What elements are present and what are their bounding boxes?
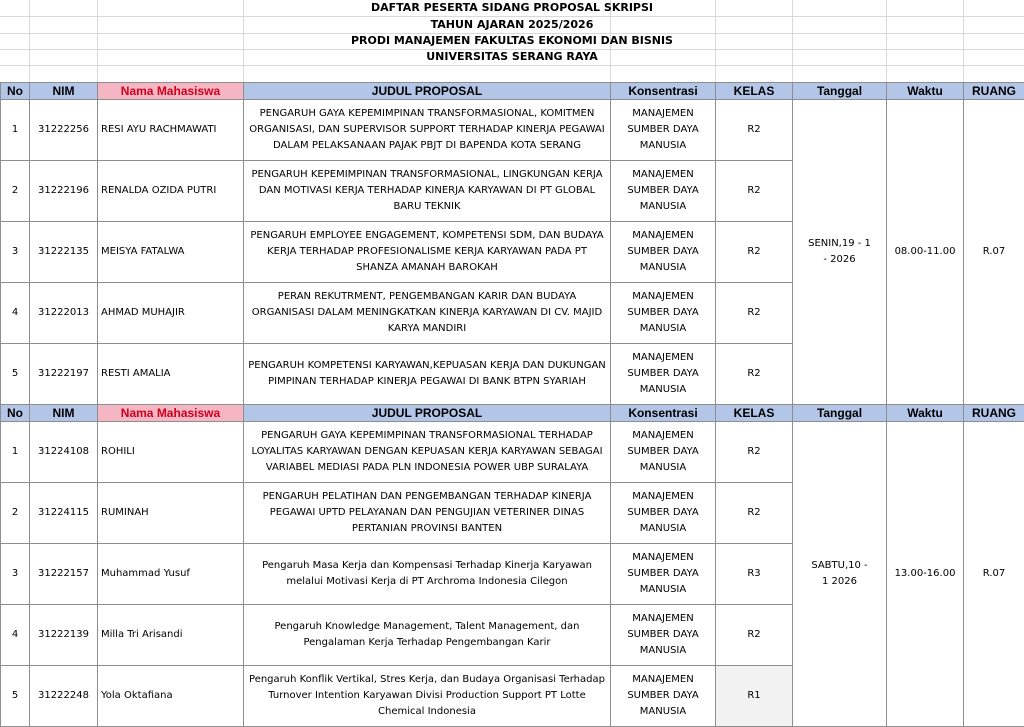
cell-judul[interactable] [244, 605, 611, 666]
cell-konsentrasi-text: MANAJEMEN SUMBER DAYA MANUSIA [627, 230, 699, 273]
cell-nim[interactable]: 31222256 [30, 100, 98, 161]
participants-table [0, 82, 1024, 727]
cell-tanggal[interactable]: SABTU,10 - 1 2026 [793, 422, 887, 727]
cell-no[interactable]: 3 [1, 544, 30, 605]
cell-konsentrasi[interactable] [611, 666, 716, 727]
col-header-tanggal[interactable]: Tanggal [793, 405, 887, 422]
col-header-kelas[interactable]: KELAS [716, 405, 793, 422]
cell-kelas[interactable]: R2 [716, 344, 793, 405]
cell-judul-text: PENGARUH PELATIHAN DAN PENGEMBANGAN TERHADAP KINERJA PEGAWAI UPTD PELAYANAN DAN PENGUJIAN VETERINER DINAS PERTANIAN PROVINSI BANTEN [262, 491, 592, 534]
col-header-konsentrasi[interactable]: Konsentrasi [611, 83, 716, 100]
cell-judul-text: Pengaruh Masa Kerja dan Kompensasi Terhadap Kinerja Karyawan melalui Motivasi Kerja di PT Archroma Indonesia Cilegon [262, 560, 592, 587]
cell-kelas[interactable]: R2 [716, 483, 793, 544]
cell-nama[interactable]: RESTI AMALIA [98, 344, 244, 405]
col-header-nama[interactable]: Nama Mahasiswa [98, 83, 244, 100]
cell-waktu[interactable]: 08.00-11.00 [887, 100, 964, 405]
cell-judul[interactable] [244, 544, 611, 605]
cell-kelas[interactable]: R2 [716, 161, 793, 222]
cell-nama[interactable]: ROHILI [98, 422, 244, 483]
cell-judul[interactable] [244, 161, 611, 222]
cell-no[interactable]: 3 [1, 222, 30, 283]
table-row [1, 422, 1024, 483]
cell-no[interactable]: 5 [1, 666, 30, 727]
col-header-waktu[interactable]: Waktu [887, 405, 964, 422]
cell-judul[interactable] [244, 666, 611, 727]
cell-nama[interactable]: RENALDA OZIDA PUTRI [98, 161, 244, 222]
cell-judul-text: PENGARUH KEPEMIMPINAN TRANSFORMASIONAL, LINGKUNGAN KERJA DAN MOTIVASI KERJA TERHADAP KINERJA KARYAWAN DI PT GLOBAL BARU TEKNIK [251, 169, 603, 212]
col-header-ruang[interactable]: RUANG [964, 83, 1024, 100]
cell-konsentrasi[interactable] [611, 605, 716, 666]
col-header-konsentrasi[interactable]: Konsentrasi [611, 405, 716, 422]
cell-konsentrasi-text: MANAJEMEN SUMBER DAYA MANUSIA [627, 430, 699, 473]
cell-tanggal[interactable]: SENIN,19 - 1 - 2026 [793, 100, 887, 405]
cell-nama[interactable]: RUMINAH [98, 483, 244, 544]
col-header-ruang[interactable]: RUANG [964, 405, 1024, 422]
cell-judul[interactable] [244, 100, 611, 161]
col-header-nama[interactable]: Nama Mahasiswa [98, 405, 244, 422]
doc-title-line2: TAHUN AJARAN 2025/2026 [430, 18, 594, 31]
header-row [1, 83, 1024, 100]
cell-nim[interactable]: 31222135 [30, 222, 98, 283]
cell-konsentrasi-text: MANAJEMEN SUMBER DAYA MANUSIA [627, 491, 699, 534]
cell-nim[interactable]: 31222139 [30, 605, 98, 666]
cell-no[interactable]: 4 [1, 283, 30, 344]
col-header-nim[interactable]: NIM [30, 83, 98, 100]
cell-judul-text: PERAN REKUTRMENT, PENGEMBANGAN KARIR DAN BUDAYA ORGANISASI DALAM MENINGKATKAN KINERJA KARYAWAN DI CV. MAJID KARYA MANDIRI [251, 291, 603, 334]
cell-konsentrasi[interactable] [611, 161, 716, 222]
doc-title-line1: DAFTAR PESERTA SIDANG PROPOSAL SKRIPSI [371, 1, 653, 14]
cell-kelas[interactable]: R2 [716, 222, 793, 283]
col-header-tanggal[interactable]: Tanggal [793, 83, 887, 100]
cell-no[interactable]: 2 [1, 161, 30, 222]
cell-kelas[interactable]: R2 [716, 422, 793, 483]
cell-judul-text: PENGARUH GAYA KEPEMIMPINAN TRANSFORMASIONAL TERHADAP LOYALITAS KARYAWAN DENGAN KEPUASAN KERJA KARYAWAN SEBAGAI VARIABEL MEDIASI PADA PLN INDONESIA POWER UBP SURALAYA [251, 430, 603, 473]
cell-konsentrasi[interactable] [611, 483, 716, 544]
cell-nim[interactable]: 31222196 [30, 161, 98, 222]
cell-nama[interactable]: Milla Tri Arisandi [98, 605, 244, 666]
cell-kelas[interactable]: R1 [716, 666, 793, 727]
col-header-waktu[interactable]: Waktu [887, 83, 964, 100]
cell-nim[interactable]: 31224108 [30, 422, 98, 483]
cell-judul-text: Pengaruh Knowledge Management, Talent Management, dan Pengalaman Kerja Terhadap Pengembangan Karir [274, 621, 580, 648]
col-header-judul[interactable]: JUDUL PROPOSAL [244, 83, 611, 100]
col-header-no[interactable]: No [1, 405, 30, 422]
cell-no[interactable]: 1 [1, 100, 30, 161]
cell-nim[interactable]: 31222013 [30, 283, 98, 344]
cell-konsentrasi[interactable] [611, 344, 716, 405]
col-header-nim[interactable]: NIM [30, 405, 98, 422]
doc-title-line3: PRODI MANAJEMEN FAKULTAS EKONOMI DAN BISNIS [351, 34, 673, 47]
cell-judul[interactable] [244, 344, 611, 405]
cell-no[interactable]: 1 [1, 422, 30, 483]
cell-konsentrasi[interactable] [611, 222, 716, 283]
cell-waktu[interactable]: 13.00-16.00 [887, 422, 964, 727]
cell-konsentrasi-text: MANAJEMEN SUMBER DAYA MANUSIA [627, 613, 699, 656]
cell-judul[interactable] [244, 283, 611, 344]
cell-no[interactable]: 4 [1, 605, 30, 666]
cell-judul-text: PENGARUH GAYA KEPEMIMPINAN TRANSFORMASIONAL, KOMITMEN ORGANISASI, DAN SUPERVISOR SUPPORT TERHADAP KINERJA PEGAWAI DALAM PELAKSANAAN PAJAK PBJT DI BAPENDA KOTA SERANG [249, 108, 605, 151]
cell-kelas[interactable]: R2 [716, 283, 793, 344]
cell-konsentrasi-text: MANAJEMEN SUMBER DAYA MANUSIA [627, 552, 699, 595]
header-row [1, 405, 1024, 422]
cell-nama[interactable]: MEISYA FATALWA [98, 222, 244, 283]
cell-nama[interactable]: Muhammad Yusuf [98, 544, 244, 605]
doc-title-line4: UNIVERSITAS SERANG RAYA [426, 50, 598, 63]
cell-ruang[interactable]: R.07 [964, 422, 1024, 727]
cell-konsentrasi-text: MANAJEMEN SUMBER DAYA MANUSIA [627, 169, 699, 212]
cell-kelas[interactable]: R2 [716, 100, 793, 161]
cell-judul-text: Pengaruh Konflik Vertikal, Stres Kerja, dan Budaya Organisasi Terhadap Turnover Intention Karyawan Divisi Production Support PT Lotte Chemical Indonesia [249, 674, 605, 717]
cell-nim[interactable]: 31222248 [30, 666, 98, 727]
cell-konsentrasi-text: MANAJEMEN SUMBER DAYA MANUSIA [627, 108, 699, 151]
cell-nim[interactable]: 31222197 [30, 344, 98, 405]
cell-nama[interactable]: AHMAD MUHAJIR [98, 283, 244, 344]
cell-judul[interactable] [244, 483, 611, 544]
cell-nim[interactable]: 31224115 [30, 483, 98, 544]
cell-konsentrasi[interactable] [611, 100, 716, 161]
cell-nama[interactable]: Yola Oktafiana [98, 666, 244, 727]
col-header-kelas[interactable]: KELAS [716, 83, 793, 100]
col-header-judul[interactable]: JUDUL PROPOSAL [244, 405, 611, 422]
cell-nim[interactable]: 31222157 [30, 544, 98, 605]
cell-judul[interactable] [244, 222, 611, 283]
cell-konsentrasi-text: MANAJEMEN SUMBER DAYA MANUSIA [627, 674, 699, 717]
cell-konsentrasi[interactable] [611, 283, 716, 344]
cell-ruang[interactable]: R.07 [964, 100, 1024, 405]
cell-nama[interactable]: RESI AYU RACHMAWATI [98, 100, 244, 161]
cell-judul-text: PENGARUH KOMPETENSI KARYAWAN,KEPUASAN KERJA DAN DUKUNGAN PIMPINAN TERHADAP KINERJA PEGAWAI DI BANK BTPN SYARIAH [248, 360, 606, 387]
cell-kelas[interactable]: R3 [716, 544, 793, 605]
cell-konsentrasi-text: MANAJEMEN SUMBER DAYA MANUSIA [627, 352, 699, 395]
cell-konsentrasi[interactable] [611, 422, 716, 483]
cell-konsentrasi-text: MANAJEMEN SUMBER DAYA MANUSIA [627, 291, 699, 334]
cell-kelas[interactable]: R2 [716, 605, 793, 666]
cell-no[interactable]: 5 [1, 344, 30, 405]
cell-judul-text: PENGARUH EMPLOYEE ENGAGEMENT, KOMPETENSI SDM, DAN BUDAYA KERJA TERHADAP PROFESIONALISME KERJA KARYAWAN PADA PT SHANZA AMANAH BAROKAH [250, 230, 604, 273]
table-row [1, 100, 1024, 161]
cell-no[interactable]: 2 [1, 483, 30, 544]
col-header-no[interactable]: No [1, 83, 30, 100]
cell-judul[interactable] [244, 422, 611, 483]
cell-konsentrasi[interactable] [611, 544, 716, 605]
